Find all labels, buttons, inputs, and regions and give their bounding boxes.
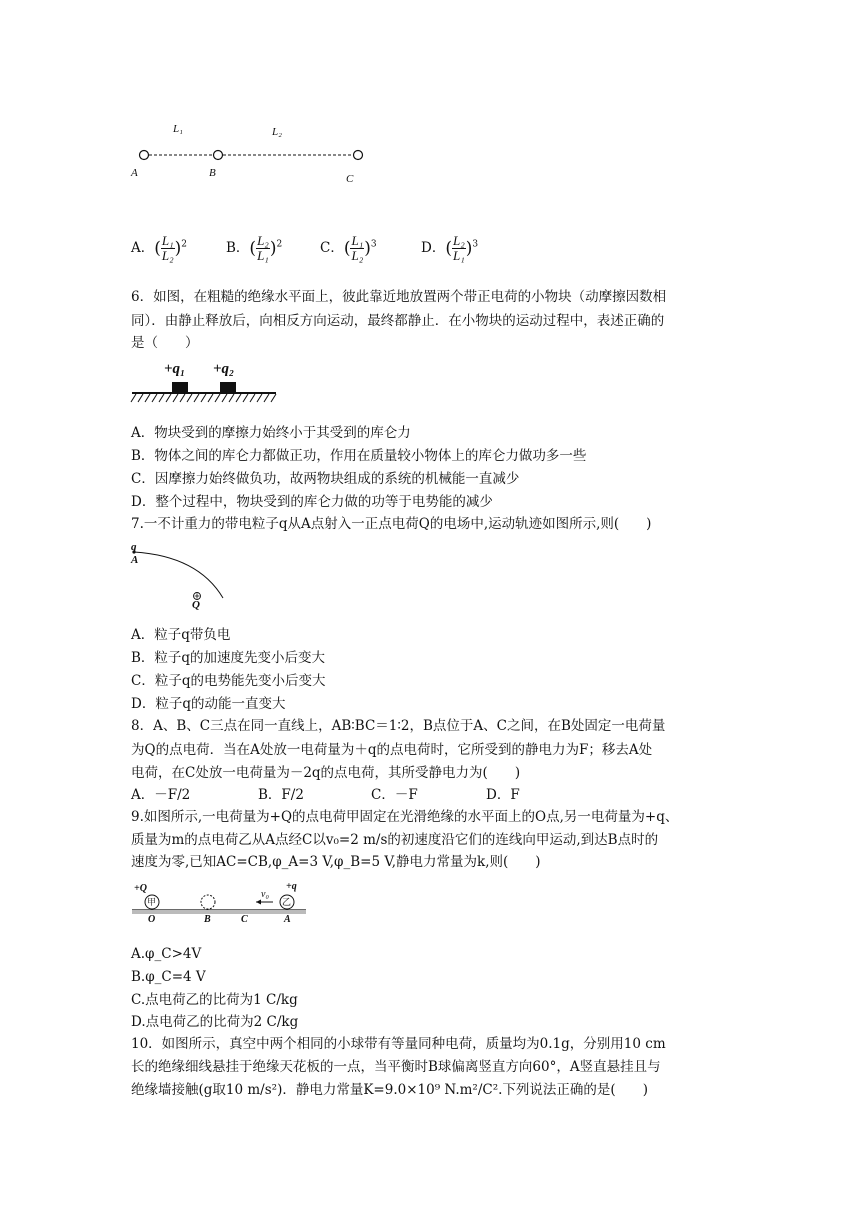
label-q: q bbox=[131, 541, 137, 553]
fraction: $\frac{\text{L₁}}{\text{L₂}}$ bbox=[351, 233, 364, 263]
label-a: A bbox=[131, 554, 139, 566]
q6-option-a: A．物块受到的摩擦力始终小于其受到的库仑力 bbox=[131, 425, 411, 441]
q6-option-b: B．物体之间的库仑力都做正功，作用在质量较小物体上的库仑力做功多一些 bbox=[131, 448, 587, 464]
q9-stem-line1: 9.如图所示,一电荷量为+Q的点电荷甲固定在光滑绝缘的水平面上的O点,另一电荷量为+q、 bbox=[131, 809, 679, 825]
label-q2: +q₂ bbox=[213, 361, 235, 377]
q9-option-d: D.点电荷乙的比荷为2 C/kg bbox=[131, 1014, 299, 1030]
label-o: O bbox=[148, 914, 156, 925]
label-l2: L₂ bbox=[272, 126, 282, 138]
collinear-points-diagram bbox=[120, 115, 380, 190]
q7-option-b: B．粒子q的加速度先变小后变大 bbox=[131, 650, 326, 666]
option-letter: C． bbox=[320, 240, 344, 256]
q8-option-c: C．－F bbox=[371, 787, 418, 803]
q6-stem-line3: 是（ ） bbox=[131, 335, 199, 351]
trajectory-diagram bbox=[128, 540, 238, 615]
q7-option-c: C．粒子q的电势能先变小后变大 bbox=[131, 673, 326, 689]
label-v0: v₀ bbox=[261, 889, 269, 900]
label-q1: +q₁ bbox=[164, 361, 186, 377]
q7-option-d: D．粒子q的动能一直变大 bbox=[131, 696, 286, 712]
q9-option-b: B.φ_C=4 V bbox=[131, 969, 206, 985]
figure-q5 bbox=[120, 115, 380, 190]
q8-stem-line1: 8．A、B、C三点在同一直线上，AB∶BC＝1∶2，B点位于A、C之间，在B处固定一电荷量 bbox=[131, 718, 666, 734]
label-a: A bbox=[131, 167, 138, 179]
blocks-on-surface-diagram bbox=[130, 358, 280, 408]
option-letter: B． bbox=[226, 240, 250, 256]
q8-stem-line2: 为Q的点电荷．当在A处放一电荷量为＋q的点电荷时，它所受到的静电力为F；移去A处 bbox=[131, 742, 653, 758]
q9-option-c: C.点电荷乙的比荷为1 C/kg bbox=[131, 992, 298, 1008]
label-jia: 甲 bbox=[147, 898, 157, 908]
point-a bbox=[140, 151, 149, 160]
q5-option-d: D．( $\frac{\text{L₂}}{\text{L₁}}$ )$^3$ bbox=[421, 233, 479, 263]
fraction: $\frac{\text{L₁}}{\text{L₂}}$ bbox=[161, 233, 174, 263]
q6-stem-line1: 6．如图，在粗糙的绝缘水平面上，彼此靠近地放置两个带正电荷的小物块（动摩擦因数相 bbox=[131, 289, 667, 305]
q10-stem-line1: 10．如图所示，真空中两个相同的小球带有等量同种电荷，质量均为0.1g，分别用10 cm bbox=[131, 1036, 666, 1052]
fraction: $\frac{\text{L₂}}{\text{L₁}}$ bbox=[452, 233, 465, 263]
q5-option-b: B．( $\frac{\text{L₂}}{\text{L₁}}$ )$^2$ bbox=[226, 233, 283, 263]
q9-stem-line3: 速度为零,已知AC=CB,φ_A=3 V,φ_B=5 V,静电力常量为k,则( ) bbox=[131, 854, 541, 870]
label-a: A bbox=[284, 914, 291, 925]
q6-option-d: D．整个过程中，物块受到的库仑力做的功等于电势能的减少 bbox=[131, 494, 493, 510]
label-c: C bbox=[346, 173, 354, 185]
point-b bbox=[214, 151, 223, 160]
option-letter: D． bbox=[421, 240, 446, 256]
q7-stem: 7.一不计重力的带电粒子q从A点射入一正点电荷Q的电场中,运动轨迹如图所示,则( ) bbox=[131, 516, 652, 532]
q5-option-c: C．( $\frac{\text{L₁}}{\text{L₂}}$ )$^3$ bbox=[320, 233, 377, 263]
label-b: B bbox=[209, 167, 216, 179]
q8-stem-line3: 电荷，在C处放一电荷量为－2q的点电荷，其所受静电力为( ) bbox=[131, 765, 521, 781]
q6-stem-line2: 同）．由静止释放后，向相反方向运动，最终都静止．在小物块的运动过程中，表述正确的 bbox=[131, 313, 665, 329]
label-q-big: Q bbox=[192, 599, 200, 611]
label-b: B bbox=[204, 914, 211, 925]
label-c: C bbox=[241, 914, 248, 925]
ground-hatching bbox=[131, 394, 276, 402]
q6-option-c: C．因摩擦力始终做负功，故两物块组成的系统的机械能一直减少 bbox=[131, 471, 520, 487]
q10-stem-line2: 长的绝缘细线悬挂于绝缘天花板的一点，当平衡时B球偏离竖直方向60°，A竖直悬挂且与 bbox=[131, 1059, 661, 1075]
q8-option-b: B．F/2 bbox=[258, 787, 304, 803]
ball-position-b bbox=[201, 895, 215, 909]
figure-q7 bbox=[128, 540, 238, 615]
label-plus-q: +q bbox=[286, 881, 297, 892]
point-c bbox=[354, 151, 363, 160]
block-q1 bbox=[172, 382, 188, 393]
q10-stem-line3: 绝缘墙接触(g取10 m/s²)．静电力常量K=9.0×10⁹ N.m²/C².下列说法正确的是( ) bbox=[131, 1082, 648, 1098]
label-yi: 乙 bbox=[282, 898, 292, 908]
q8-option-a: A．－F/2 bbox=[131, 787, 191, 803]
q5-option-a: A．( $\frac{\text{L₁}}{\text{L₂}}$ )$^2$ bbox=[131, 233, 188, 263]
plane-surface bbox=[132, 910, 306, 914]
option-letter: A． bbox=[131, 240, 155, 256]
figure-q6 bbox=[130, 358, 280, 408]
trajectory-curve bbox=[134, 552, 223, 598]
fraction: $\frac{\text{L₂}}{\text{L₁}}$ bbox=[257, 233, 269, 263]
label-plus-q-big: +Q bbox=[134, 883, 147, 894]
q9-stem-line2: 质量为m的点电荷乙从A点经C以v₀=2 m/s的初速度沿它们的连线向甲运动,到达B点时的 bbox=[131, 832, 659, 848]
q7-option-a: A．粒子q带负电 bbox=[131, 627, 231, 643]
q8-option-d: D．F bbox=[486, 787, 520, 803]
q9-option-a: A.φ_C>4V bbox=[131, 946, 202, 962]
label-l1: L₁ bbox=[173, 123, 183, 135]
block-q2 bbox=[220, 382, 236, 393]
